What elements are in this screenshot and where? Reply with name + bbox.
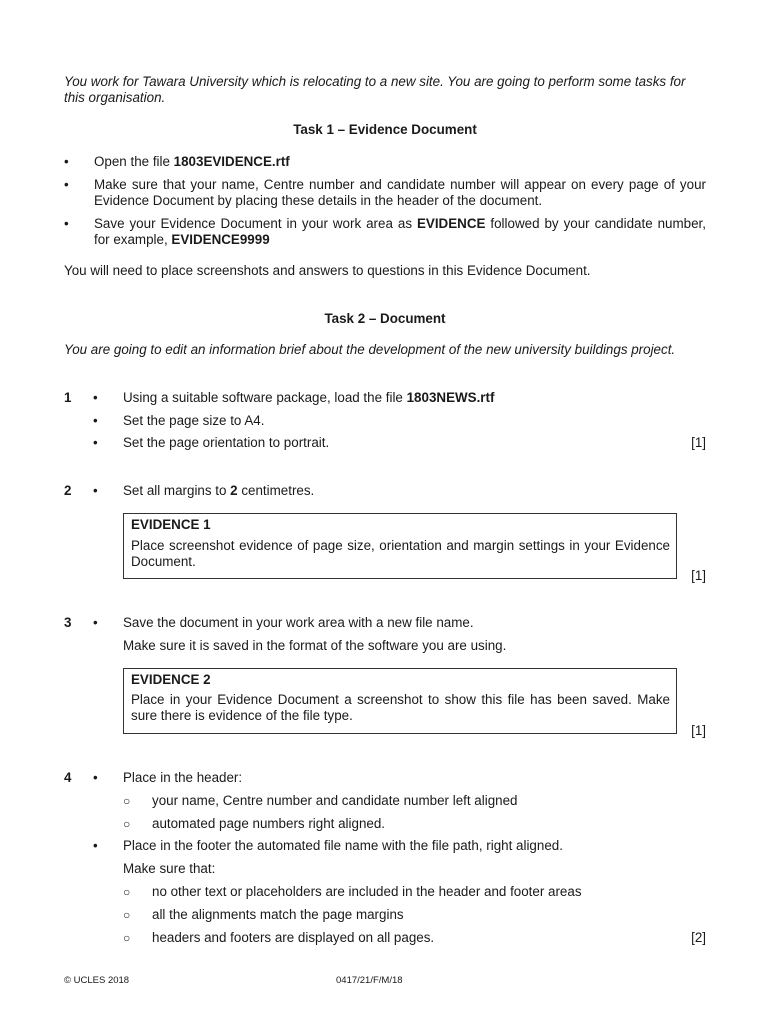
q4-make-sure: Make sure that: — [123, 861, 216, 876]
task1-bullet-1: Open the file 1803EVIDENCE.rtf — [94, 154, 290, 169]
task2-heading: Task 2 – Document — [324, 311, 446, 326]
task1-bullet-2: Make sure that your name, Centre number and candidate number will appear on every page of your Evidence Document by placing these details in the header of the document. — [94, 177, 706, 208]
bullet-glyph: • — [93, 770, 98, 785]
q4-bullet-1: Place in the header: — [123, 770, 243, 785]
q4-bullet-2: Place in the footer the automated file name with the file path, right aligned. — [123, 838, 563, 853]
task1-note: You will need to place screenshots and answers to questions in this Evidence Document. — [64, 263, 591, 278]
task1-bullet-3: Save your Evidence Document in your work area as EVIDENCE followed by your candidate number, for example, EVIDENCE9999 — [94, 216, 706, 247]
bullet-glyph: • — [64, 154, 69, 169]
q4-sub-4: all the alignments match the page margins — [152, 907, 404, 922]
task1-heading: Task 1 – Evidence Document — [293, 122, 477, 137]
bullet-glyph: • — [64, 177, 69, 192]
bullet-glyph: • — [93, 483, 98, 498]
bullet-glyph: • — [93, 615, 98, 630]
evidence-2-title: EVIDENCE 2 — [131, 672, 211, 687]
q3-line-2: Make sure it is saved in the format of the software you are using. — [123, 638, 507, 653]
q4-sub-5: headers and footers are displayed on all pages. — [152, 930, 435, 945]
question-number-4: 4 — [64, 770, 72, 785]
q4-sub-1: your name, Centre number and candidate number left aligned — [152, 793, 518, 808]
bullet-glyph: • — [93, 838, 98, 853]
bullet-glyph: • — [64, 216, 69, 231]
intro-text: You work for Tawara University which is relocating to a new site. You are going to perform some tasks for this organisation. — [64, 74, 686, 105]
q4-sub-3: no other text or placeholders are included in the header and footer areas — [152, 884, 582, 899]
footer-copyright: © UCLES 2018 — [64, 975, 130, 986]
q4-mark: [2] — [691, 930, 706, 945]
question-number-1: 1 — [64, 390, 72, 405]
evidence-1-text: Place screenshot evidence of page size, orientation and margin settings in your Evidence Document. — [131, 538, 670, 569]
circle-bullet-icon: ○ — [123, 908, 131, 922]
circle-bullet-icon: ○ — [123, 885, 131, 899]
circle-bullet-icon: ○ — [123, 817, 131, 831]
q3-mark: [1] — [691, 723, 706, 738]
q2-mark: [1] — [691, 568, 706, 583]
question-number-3: 3 — [64, 615, 72, 630]
question-number-2: 2 — [64, 483, 72, 498]
q1-bullet-2: Set the page size to A4. — [123, 413, 265, 428]
evidence-2-text: Place in your Evidence Document a screenshot to show this file has been saved. Make sure there is evidence of the file type. — [131, 692, 670, 723]
q3-bullet-1: Save the document in your work area with a new file name. — [123, 615, 474, 630]
q2-bullet-1: Set all margins to 2 centimetres. — [123, 483, 315, 498]
q1-mark: [1] — [691, 435, 706, 450]
task2-intro: You are going to edit an information brief about the development of the new university buildings project. — [64, 342, 676, 357]
circle-bullet-icon: ○ — [123, 931, 131, 945]
bullet-glyph: • — [93, 435, 98, 450]
q4-sub-2: automated page numbers right aligned. — [152, 816, 386, 831]
q1-bullet-3: Set the page orientation to portrait. — [123, 435, 330, 450]
footer-paper-code: 0417/21/F/M/18 — [336, 975, 403, 986]
q1-bullet-1: Using a suitable software package, load the file 1803NEWS.rtf — [123, 390, 495, 405]
bullet-glyph: • — [93, 413, 98, 428]
bullet-glyph: • — [93, 390, 98, 405]
evidence-box-2 — [123, 668, 677, 734]
evidence-box-1 — [123, 513, 677, 579]
evidence-1-title: EVIDENCE 1 — [131, 517, 211, 532]
circle-bullet-icon: ○ — [123, 794, 131, 808]
